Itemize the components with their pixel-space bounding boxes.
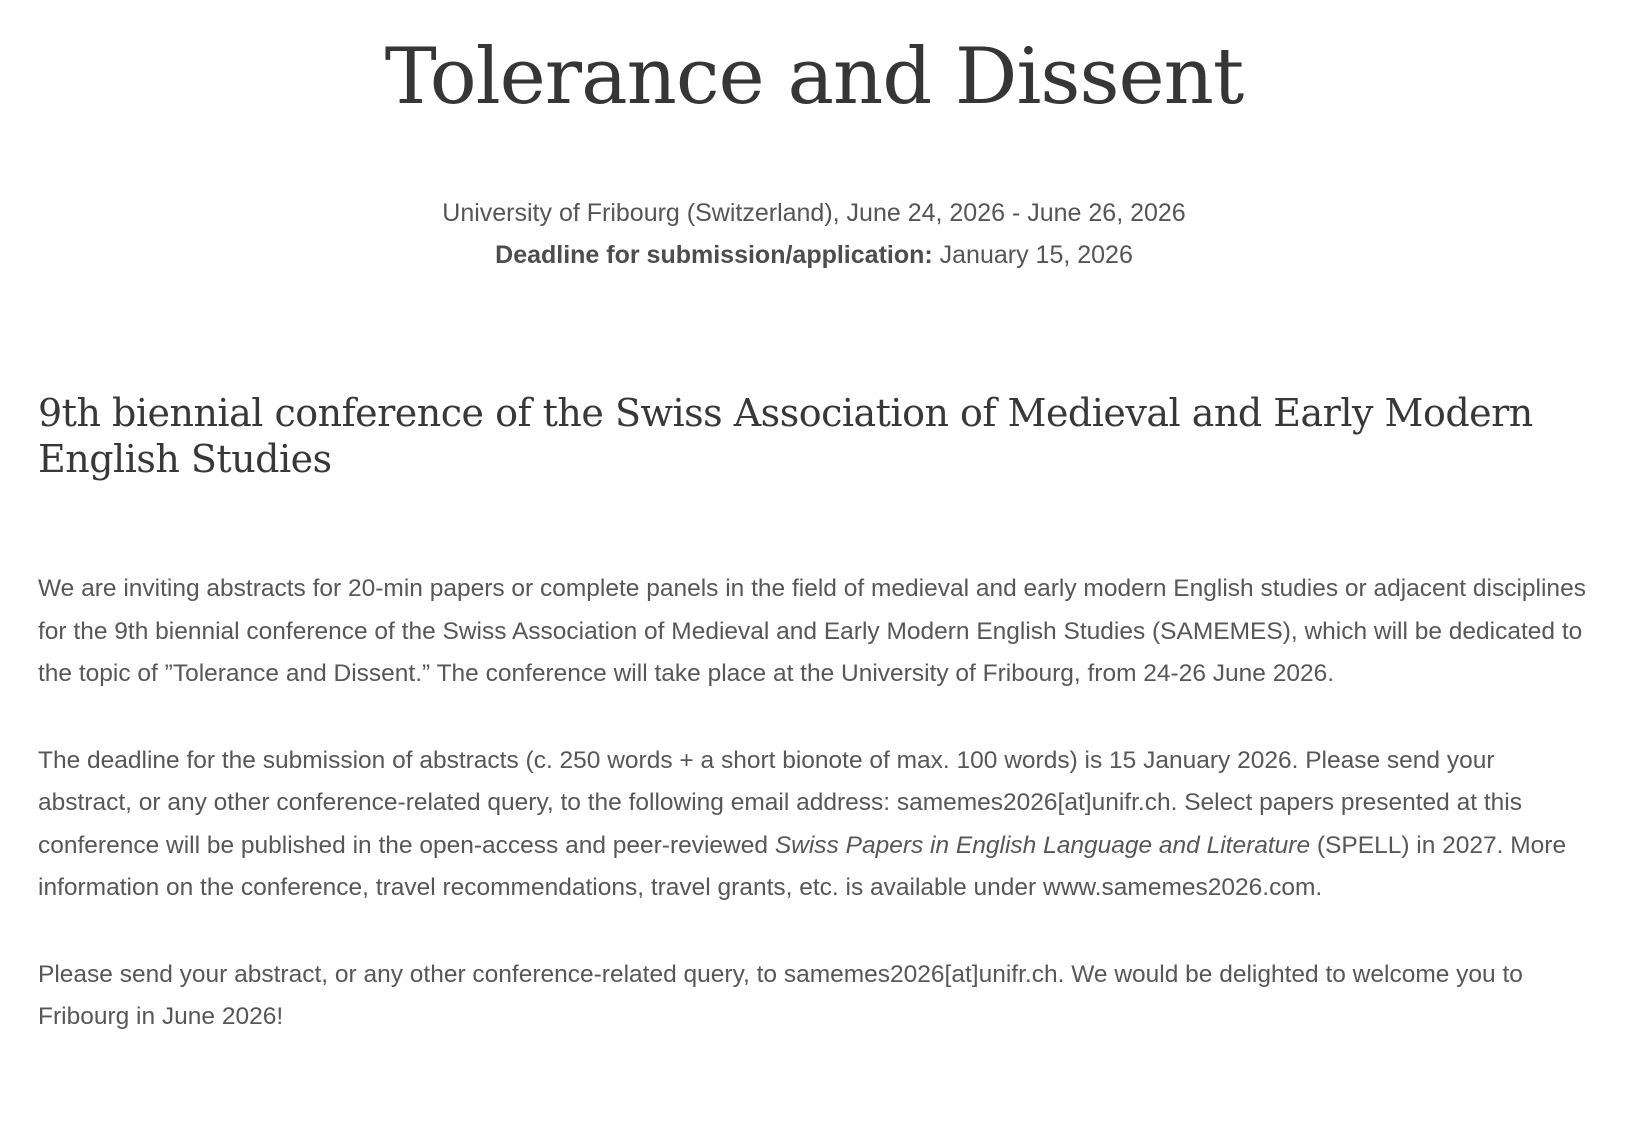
journal-title: Swiss Papers in English Language and Literature (774, 831, 1311, 859)
deadline-paragraph-text: The deadline for the submission of abstracts (c. 250 words + a short bionote of max. 100 words) is 15 January 2026. Please send your abstract, or any other conference-related query, to the following email address: samemes2026[at]unifr.ch. Select papers presented at this conference will be published in the open-access and peer-reviewed (38, 746, 1522, 859)
conference-subtitle: 9th biennial conference of the Swiss Association of Medieval and Early Modern English Studies (38, 391, 1533, 481)
deadline-label: Deadline for submission/application: (495, 241, 933, 269)
deadline-line (38, 234, 1590, 276)
deadline-paragraph-text-end: (SPELL) in 2027. More information on the conference, travel recommendations, travel grants, etc. is available under www.samemes2026.com. (38, 831, 1567, 901)
deadline-paragraph (38, 740, 1590, 910)
location-dates: University of Fribourg (Switzerland), June 24, 2026 - June 26, 2026 (442, 199, 1186, 227)
event-meta (38, 192, 1590, 276)
intro-paragraph: We are inviting abstracts for 20-min papers or complete panels in the field of medieval and early modern English studies or adjacent disciplines for the 9th biennial conference of the Swiss Association of Medieval and Early Modern English Studies (SAMEMES), which will be dedicated to the topic of ”Tolerance and Dissent.” The conference will take place at the University of Fribourg, from 24-26 June 2026. (38, 575, 1586, 687)
deadline-value: January 15, 2026 (939, 241, 1133, 269)
page-title: Tolerance and Dissent (384, 32, 1244, 122)
closing-paragraph: Please send your abstract, or any other conference-related query, to samemes2026[at]unifr.ch. We would be delighted to welcome you to Fribourg in June 2026! (38, 960, 1523, 1030)
